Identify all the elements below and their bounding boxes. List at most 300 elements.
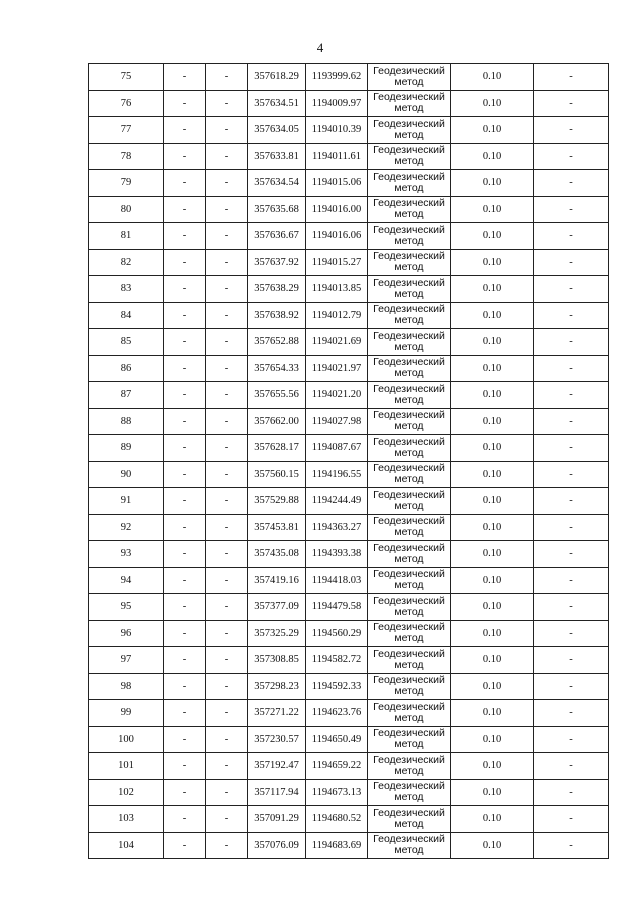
method-line-1: Геодезический: [373, 488, 445, 501]
accuracy-cell: 0.10: [451, 620, 534, 647]
method-line-2: метод: [394, 208, 424, 221]
method-line-1: Геодезический: [373, 170, 445, 183]
y-coordinate-cell: 1194683.69: [306, 832, 368, 859]
dash-cell: -: [164, 541, 206, 568]
dash-cell: -: [206, 514, 248, 541]
table-row: [89, 488, 609, 515]
table-row: [89, 196, 609, 223]
accuracy-cell: 0.10: [451, 514, 534, 541]
note-cell: -: [534, 276, 609, 303]
note-cell: -: [534, 541, 609, 568]
x-coordinate-cell: 357308.85: [248, 647, 306, 674]
method-line-1: Геодезический: [373, 833, 445, 846]
y-coordinate-cell: 1194623.76: [306, 700, 368, 727]
point-number-cell: 100: [89, 726, 164, 753]
note-cell: -: [534, 223, 609, 250]
point-number-cell: 78: [89, 143, 164, 170]
note-cell: -: [534, 435, 609, 462]
method-line-1: Геодезический: [373, 409, 445, 422]
accuracy-cell: 0.10: [451, 753, 534, 780]
dash-cell: -: [206, 302, 248, 329]
method-line-1: Геодезический: [373, 541, 445, 554]
method-cell: [368, 594, 451, 621]
point-number-cell: 102: [89, 779, 164, 806]
dash-cell: -: [206, 779, 248, 806]
method-line-1: Геодезический: [373, 780, 445, 793]
accuracy-cell: 0.10: [451, 594, 534, 621]
dash-cell: -: [164, 779, 206, 806]
x-coordinate-cell: 357618.29: [248, 64, 306, 91]
dash-cell: -: [206, 700, 248, 727]
y-coordinate-cell: 1194012.79: [306, 302, 368, 329]
page-number: 4: [316, 40, 324, 55]
method-line-2: метод: [394, 605, 424, 618]
y-coordinate-cell: 1194016.06: [306, 223, 368, 250]
dash-cell: -: [164, 832, 206, 859]
dash-cell: -: [206, 276, 248, 303]
y-coordinate-cell: 1194021.97: [306, 355, 368, 382]
x-coordinate-cell: 357091.29: [248, 806, 306, 833]
method-cell: [368, 726, 451, 753]
accuracy-cell: 0.10: [451, 408, 534, 435]
accuracy-cell: 0.10: [451, 567, 534, 594]
method-line-1: Геодезический: [373, 753, 445, 766]
accuracy-cell: 0.10: [451, 64, 534, 91]
table-row: [89, 223, 609, 250]
method-cell: [368, 408, 451, 435]
note-cell: -: [534, 196, 609, 223]
accuracy-cell: 0.10: [451, 355, 534, 382]
accuracy-cell: 0.10: [451, 170, 534, 197]
note-cell: -: [534, 753, 609, 780]
note-cell: -: [534, 249, 609, 276]
dash-cell: -: [164, 647, 206, 674]
point-number-cell: 95: [89, 594, 164, 621]
note-cell: -: [534, 90, 609, 117]
point-number-cell: 92: [89, 514, 164, 541]
point-number-cell: 97: [89, 647, 164, 674]
table-row: [89, 620, 609, 647]
method-cell: [368, 673, 451, 700]
note-cell: -: [534, 488, 609, 515]
method-cell: [368, 832, 451, 859]
dash-cell: -: [206, 196, 248, 223]
accuracy-cell: 0.10: [451, 647, 534, 674]
method-line-2: метод: [394, 738, 424, 751]
method-cell: [368, 488, 451, 515]
x-coordinate-cell: 357633.81: [248, 143, 306, 170]
dash-cell: -: [206, 170, 248, 197]
point-number-cell: 87: [89, 382, 164, 409]
method-cell: [368, 514, 451, 541]
dash-cell: -: [206, 541, 248, 568]
table-row: [89, 514, 609, 541]
y-coordinate-cell: 1194015.06: [306, 170, 368, 197]
method-line-1: Геодезический: [373, 647, 445, 660]
x-coordinate-cell: 357435.08: [248, 541, 306, 568]
x-coordinate-cell: 357637.92: [248, 249, 306, 276]
dash-cell: -: [164, 90, 206, 117]
accuracy-cell: 0.10: [451, 806, 534, 833]
dash-cell: -: [206, 143, 248, 170]
method-line-2: метод: [394, 102, 424, 115]
accuracy-cell: 0.10: [451, 488, 534, 515]
method-line-1: Геодезический: [373, 382, 445, 395]
method-line-2: метод: [394, 340, 424, 353]
dash-cell: -: [206, 806, 248, 833]
y-coordinate-cell: 1194673.13: [306, 779, 368, 806]
dash-cell: -: [164, 329, 206, 356]
note-cell: -: [534, 302, 609, 329]
point-number-cell: 103: [89, 806, 164, 833]
method-line-1: Геодезический: [373, 462, 445, 475]
method-line-1: Геодезический: [373, 197, 445, 210]
y-coordinate-cell: 1194592.33: [306, 673, 368, 700]
x-coordinate-cell: 357529.88: [248, 488, 306, 515]
method-line-2: метод: [394, 128, 424, 141]
y-coordinate-cell: 1194016.00: [306, 196, 368, 223]
x-coordinate-cell: 357638.92: [248, 302, 306, 329]
y-coordinate-cell: 1193999.62: [306, 64, 368, 91]
note-cell: -: [534, 514, 609, 541]
dash-cell: -: [164, 143, 206, 170]
y-coordinate-cell: 1194244.49: [306, 488, 368, 515]
method-cell: [368, 223, 451, 250]
dash-cell: -: [164, 382, 206, 409]
point-number-cell: 98: [89, 673, 164, 700]
dash-cell: -: [164, 806, 206, 833]
method-line-2: метод: [394, 181, 424, 194]
method-line-2: метод: [394, 261, 424, 274]
accuracy-cell: 0.10: [451, 541, 534, 568]
table-row: [89, 276, 609, 303]
table-row: [89, 64, 609, 91]
method-line-2: метод: [394, 499, 424, 512]
method-line-2: метод: [394, 658, 424, 671]
method-line-1: Геодезический: [373, 568, 445, 581]
method-line-1: Геодезический: [373, 727, 445, 740]
method-line-2: метод: [394, 632, 424, 645]
method-line-2: метод: [394, 685, 424, 698]
method-line-2: метод: [394, 711, 424, 724]
x-coordinate-cell: 357192.47: [248, 753, 306, 780]
dash-cell: -: [206, 223, 248, 250]
method-line-2: метод: [394, 446, 424, 459]
point-number-cell: 88: [89, 408, 164, 435]
table-row: [89, 541, 609, 568]
table-row: [89, 726, 609, 753]
dash-cell: -: [164, 620, 206, 647]
dash-cell: -: [206, 726, 248, 753]
point-number-cell: 82: [89, 249, 164, 276]
note-cell: -: [534, 64, 609, 91]
y-coordinate-cell: 1194015.27: [306, 249, 368, 276]
dash-cell: -: [164, 700, 206, 727]
y-coordinate-cell: 1194027.98: [306, 408, 368, 435]
note-cell: -: [534, 355, 609, 382]
y-coordinate-cell: 1194393.38: [306, 541, 368, 568]
note-cell: -: [534, 647, 609, 674]
dash-cell: -: [206, 90, 248, 117]
method-line-2: метод: [394, 817, 424, 830]
x-coordinate-cell: 357560.15: [248, 461, 306, 488]
coordinates-table-body: [89, 64, 609, 859]
x-coordinate-cell: 357634.54: [248, 170, 306, 197]
x-coordinate-cell: 357076.09: [248, 832, 306, 859]
method-cell: [368, 647, 451, 674]
method-line-2: метод: [394, 473, 424, 486]
method-line-2: метод: [394, 367, 424, 380]
note-cell: -: [534, 673, 609, 700]
point-number-cell: 80: [89, 196, 164, 223]
x-coordinate-cell: 357325.29: [248, 620, 306, 647]
table-row: [89, 329, 609, 356]
method-line-1: Геодезический: [373, 674, 445, 687]
dash-cell: -: [164, 673, 206, 700]
method-line-1: Геодезический: [373, 250, 445, 263]
method-line-1: Геодезический: [373, 117, 445, 130]
note-cell: -: [534, 832, 609, 859]
y-coordinate-cell: 1194363.27: [306, 514, 368, 541]
table-row: [89, 567, 609, 594]
point-number-cell: 91: [89, 488, 164, 515]
x-coordinate-cell: 357654.33: [248, 355, 306, 382]
table-row: [89, 700, 609, 727]
y-coordinate-cell: 1194560.29: [306, 620, 368, 647]
point-number-cell: 86: [89, 355, 164, 382]
method-line-1: Геодезический: [373, 806, 445, 819]
dash-cell: -: [206, 647, 248, 674]
accuracy-cell: 0.10: [451, 700, 534, 727]
note-cell: -: [534, 700, 609, 727]
method-cell: [368, 196, 451, 223]
method-cell: [368, 170, 451, 197]
method-line-2: метод: [394, 287, 424, 300]
method-cell: [368, 779, 451, 806]
accuracy-cell: 0.10: [451, 249, 534, 276]
table-row: [89, 832, 609, 859]
method-line-2: метод: [394, 844, 424, 857]
dash-cell: -: [206, 408, 248, 435]
point-number-cell: 94: [89, 567, 164, 594]
method-line-1: Геодезический: [373, 594, 445, 607]
table-row: [89, 143, 609, 170]
dash-cell: -: [206, 567, 248, 594]
table-row: [89, 806, 609, 833]
method-line-1: Геодезический: [373, 303, 445, 316]
dash-cell: -: [206, 435, 248, 462]
table-row: [89, 461, 609, 488]
dash-cell: -: [206, 832, 248, 859]
dash-cell: -: [164, 355, 206, 382]
accuracy-cell: 0.10: [451, 382, 534, 409]
x-coordinate-cell: 357652.88: [248, 329, 306, 356]
accuracy-cell: 0.10: [451, 779, 534, 806]
y-coordinate-cell: 1194009.97: [306, 90, 368, 117]
y-coordinate-cell: 1194650.49: [306, 726, 368, 753]
x-coordinate-cell: 357655.56: [248, 382, 306, 409]
method-line-1: Геодезический: [373, 515, 445, 528]
method-line-2: метод: [394, 314, 424, 327]
dash-cell: -: [164, 488, 206, 515]
method-line-1: Геодезический: [373, 223, 445, 236]
dash-cell: -: [164, 223, 206, 250]
x-coordinate-cell: 357628.17: [248, 435, 306, 462]
x-coordinate-cell: 357453.81: [248, 514, 306, 541]
method-line-2: метод: [394, 526, 424, 539]
dash-cell: -: [206, 64, 248, 91]
x-coordinate-cell: 357634.51: [248, 90, 306, 117]
x-coordinate-cell: 357230.57: [248, 726, 306, 753]
accuracy-cell: 0.10: [451, 329, 534, 356]
method-cell: [368, 249, 451, 276]
note-cell: -: [534, 143, 609, 170]
method-line-2: метод: [394, 234, 424, 247]
point-number-cell: 75: [89, 64, 164, 91]
dash-cell: -: [206, 117, 248, 144]
x-coordinate-cell: 357638.29: [248, 276, 306, 303]
table-row: [89, 779, 609, 806]
table-row: [89, 673, 609, 700]
table-row: [89, 408, 609, 435]
method-line-2: метод: [394, 393, 424, 406]
dash-cell: -: [164, 514, 206, 541]
dash-cell: -: [206, 753, 248, 780]
dash-cell: -: [206, 620, 248, 647]
note-cell: -: [534, 594, 609, 621]
method-line-2: метод: [394, 552, 424, 565]
accuracy-cell: 0.10: [451, 726, 534, 753]
method-cell: [368, 90, 451, 117]
method-cell: [368, 541, 451, 568]
method-line-2: метод: [394, 764, 424, 777]
dash-cell: -: [164, 170, 206, 197]
point-number-cell: 101: [89, 753, 164, 780]
method-cell: [368, 620, 451, 647]
y-coordinate-cell: 1194087.67: [306, 435, 368, 462]
dash-cell: -: [164, 435, 206, 462]
accuracy-cell: 0.10: [451, 461, 534, 488]
dash-cell: -: [164, 249, 206, 276]
method-cell: [368, 302, 451, 329]
point-number-cell: 85: [89, 329, 164, 356]
x-coordinate-cell: 357419.16: [248, 567, 306, 594]
point-number-cell: 90: [89, 461, 164, 488]
table-row: [89, 170, 609, 197]
accuracy-cell: 0.10: [451, 276, 534, 303]
accuracy-cell: 0.10: [451, 435, 534, 462]
x-coordinate-cell: 357377.09: [248, 594, 306, 621]
accuracy-cell: 0.10: [451, 196, 534, 223]
point-number-cell: 81: [89, 223, 164, 250]
method-cell: [368, 276, 451, 303]
table-row: [89, 249, 609, 276]
dash-cell: -: [164, 594, 206, 621]
point-number-cell: 79: [89, 170, 164, 197]
table-row: [89, 90, 609, 117]
note-cell: -: [534, 408, 609, 435]
note-cell: -: [534, 806, 609, 833]
dash-cell: -: [164, 567, 206, 594]
y-coordinate-cell: 1194582.72: [306, 647, 368, 674]
method-line-1: Геодезический: [373, 700, 445, 713]
method-cell: [368, 382, 451, 409]
accuracy-cell: 0.10: [451, 90, 534, 117]
dash-cell: -: [164, 64, 206, 91]
method-cell: [368, 64, 451, 91]
method-line-1: Геодезический: [373, 91, 445, 104]
point-number-cell: 93: [89, 541, 164, 568]
method-cell: [368, 143, 451, 170]
dash-cell: -: [164, 302, 206, 329]
point-number-cell: 99: [89, 700, 164, 727]
accuracy-cell: 0.10: [451, 673, 534, 700]
dash-cell: -: [206, 673, 248, 700]
method-line-1: Геодезический: [373, 356, 445, 369]
accuracy-cell: 0.10: [451, 832, 534, 859]
method-cell: [368, 806, 451, 833]
method-line-1: Геодезический: [373, 621, 445, 634]
dash-cell: -: [206, 594, 248, 621]
accuracy-cell: 0.10: [451, 143, 534, 170]
accuracy-cell: 0.10: [451, 117, 534, 144]
table-row: [89, 355, 609, 382]
y-coordinate-cell: 1194010.39: [306, 117, 368, 144]
point-number-cell: 77: [89, 117, 164, 144]
y-coordinate-cell: 1194479.58: [306, 594, 368, 621]
dash-cell: -: [164, 276, 206, 303]
method-line-1: Геодезический: [373, 144, 445, 157]
table-row: [89, 435, 609, 462]
dash-cell: -: [206, 461, 248, 488]
note-cell: -: [534, 170, 609, 197]
x-coordinate-cell: 357271.22: [248, 700, 306, 727]
note-cell: -: [534, 117, 609, 144]
point-number-cell: 83: [89, 276, 164, 303]
method-line-2: метод: [394, 579, 424, 592]
coordinates-table: [88, 63, 609, 859]
method-cell: [368, 700, 451, 727]
accuracy-cell: 0.10: [451, 223, 534, 250]
note-cell: -: [534, 620, 609, 647]
note-cell: -: [534, 382, 609, 409]
method-line-2: метод: [394, 155, 424, 168]
point-number-cell: 96: [89, 620, 164, 647]
dash-cell: -: [206, 249, 248, 276]
y-coordinate-cell: 1194011.61: [306, 143, 368, 170]
x-coordinate-cell: 357662.00: [248, 408, 306, 435]
note-cell: -: [534, 726, 609, 753]
note-cell: -: [534, 329, 609, 356]
method-line-2: метод: [394, 75, 424, 88]
dash-cell: -: [164, 117, 206, 144]
note-cell: -: [534, 461, 609, 488]
x-coordinate-cell: 357635.68: [248, 196, 306, 223]
x-coordinate-cell: 357636.67: [248, 223, 306, 250]
method-line-1: Геодезический: [373, 329, 445, 342]
x-coordinate-cell: 357634.05: [248, 117, 306, 144]
x-coordinate-cell: 357298.23: [248, 673, 306, 700]
table-row: [89, 302, 609, 329]
table-row: [89, 647, 609, 674]
dash-cell: -: [164, 461, 206, 488]
x-coordinate-cell: 357117.94: [248, 779, 306, 806]
dash-cell: -: [206, 329, 248, 356]
table-row: [89, 382, 609, 409]
dash-cell: -: [164, 408, 206, 435]
dash-cell: -: [206, 382, 248, 409]
dash-cell: -: [206, 488, 248, 515]
